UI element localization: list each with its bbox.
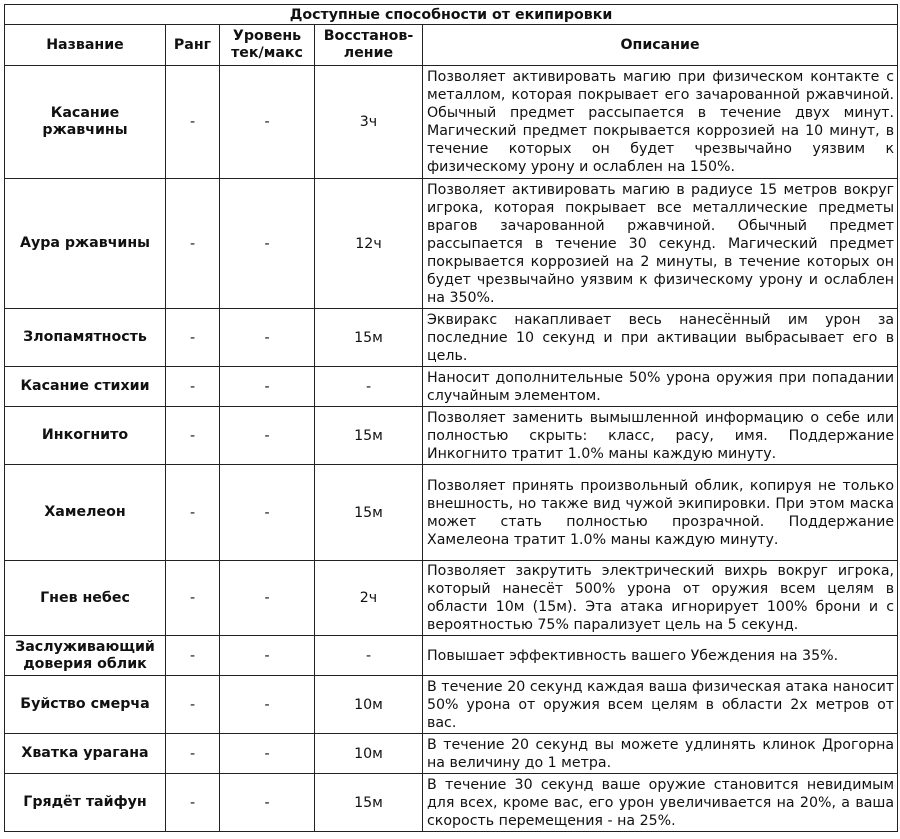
ability-recovery: 15м	[315, 309, 423, 367]
ability-description: Позволяет активировать магию при физическом контакте с металлом, которая покрывает его зачарованной ржавчиной. Обычный предмет рассыпается в течение двух минут. Магический предмет покрывается коррозией на 10 минут, в течение которых он будет чрезвычайно уязвим к физическому урону и ослаблен на 150%.	[423, 66, 898, 179]
header-recovery: Восстанов-ление	[315, 25, 423, 66]
ability-description: В течение 30 секунд ваше оружие становится невидимым для всех, кроме вас, его урон увеличивается на 20%, а ваша скорость перемещения - на 25%.	[423, 774, 898, 832]
ability-description: В течение 20 секунд вы можете удлинять клинок Дрогорна на величину до 1 метра.	[423, 734, 898, 774]
ability-level: -	[220, 636, 315, 676]
ability-recovery: 10м	[315, 734, 423, 774]
ability-recovery: 15м	[315, 774, 423, 832]
ability-level: -	[220, 676, 315, 734]
ability-name: Заслуживающий доверия облик	[5, 636, 166, 676]
ability-level: -	[220, 774, 315, 832]
ability-name: Гнев небес	[5, 561, 166, 636]
table-row	[5, 179, 898, 309]
ability-rank: -	[166, 676, 220, 734]
table-title: Доступные способности от екипировки	[5, 5, 898, 25]
ability-recovery: 15м	[315, 465, 423, 561]
table-row	[5, 309, 898, 367]
ability-level: -	[220, 179, 315, 309]
ability-recovery: -	[315, 636, 423, 676]
ability-level: -	[220, 367, 315, 407]
abilities-table	[4, 4, 898, 832]
ability-rank: -	[166, 179, 220, 309]
ability-name: Грядёт тайфун	[5, 774, 166, 832]
ability-rank: -	[166, 734, 220, 774]
ability-description: Наносит дополнительные 50% урона оружия при попадании случайным элементом.	[423, 367, 898, 407]
ability-recovery: 3ч	[315, 66, 423, 179]
ability-recovery: 10м	[315, 676, 423, 734]
ability-description: Позволяет заменить вымышленной информацию о себе или полностью скрыть: класс, расу, имя. Поддержание Инкогнито тратит 1.0% маны каждую минуту.	[423, 407, 898, 465]
table-row	[5, 734, 898, 774]
table-row	[5, 561, 898, 636]
ability-level: -	[220, 465, 315, 561]
ability-name: Касание ржавчины	[5, 66, 166, 179]
ability-recovery: 15м	[315, 407, 423, 465]
ability-level: -	[220, 734, 315, 774]
ability-description: В течение 20 секунд каждая ваша физическая атака наносит 50% урона от оружия всем целям в области 2х метров от вас.	[423, 676, 898, 734]
ability-description: Позволяет активировать магию в радиусе 15 метров вокруг игрока, которая покрывает все металлические предметы врагов зачарованной ржавчиной. Обычный предмет рассыпается в течение 30 секунд. Магический предмет покрывается коррозией на 2 минуты, в течение которых он будет чрезвычайно уязвим к физическому урону и ослаблен на 350%.	[423, 179, 898, 309]
ability-description: Позволяет принять произвольный облик, копируя не только внешность, но также вид чужой экипировки. При этом маска может стать полностью прозрачной. Поддержание Хамелеона тратит 1.0% маны каждую минуту.	[423, 465, 898, 561]
ability-description: Эквиракс накапливает весь нанесённый им урон за последние 10 секунд и при активации выбрасывает его в цель.	[423, 309, 898, 367]
ability-rank: -	[166, 367, 220, 407]
header-description: Описание	[423, 25, 898, 66]
ability-level: -	[220, 561, 315, 636]
header-name: Название	[5, 25, 166, 66]
table-row	[5, 465, 898, 561]
ability-rank: -	[166, 774, 220, 832]
ability-level: -	[220, 407, 315, 465]
ability-level: -	[220, 66, 315, 179]
ability-rank: -	[166, 309, 220, 367]
ability-rank: -	[166, 636, 220, 676]
ability-name: Буйство смерча	[5, 676, 166, 734]
ability-name: Хватка урагана	[5, 734, 166, 774]
ability-description: Позволяет закрутить электрический вихрь вокруг игрока, который нанесёт 500% урона от оружия всем целям в области 10м (15м). Эта атака игнорирует 100% брони и с вероятностью 75% парализует цель на 5 секунд.	[423, 561, 898, 636]
table-row	[5, 774, 898, 832]
table-row	[5, 636, 898, 676]
table-row	[5, 676, 898, 734]
header-row	[5, 25, 898, 66]
ability-recovery: 2ч	[315, 561, 423, 636]
table-row	[5, 66, 898, 179]
table-row	[5, 367, 898, 407]
header-rank: Ранг	[166, 25, 220, 66]
ability-name: Аура ржавчины	[5, 179, 166, 309]
ability-rank: -	[166, 561, 220, 636]
table-row	[5, 407, 898, 465]
ability-name: Касание стихии	[5, 367, 166, 407]
ability-recovery: -	[315, 367, 423, 407]
ability-description: Повышает эффективность вашего Убеждения на 35%.	[423, 636, 898, 676]
ability-name: Злопамятность	[5, 309, 166, 367]
ability-level: -	[220, 309, 315, 367]
ability-recovery: 12ч	[315, 179, 423, 309]
header-level: Уровень тек/макс	[220, 25, 315, 66]
ability-name: Инкогнито	[5, 407, 166, 465]
ability-rank: -	[166, 465, 220, 561]
ability-rank: -	[166, 66, 220, 179]
ability-rank: -	[166, 407, 220, 465]
ability-name: Хамелеон	[5, 465, 166, 561]
